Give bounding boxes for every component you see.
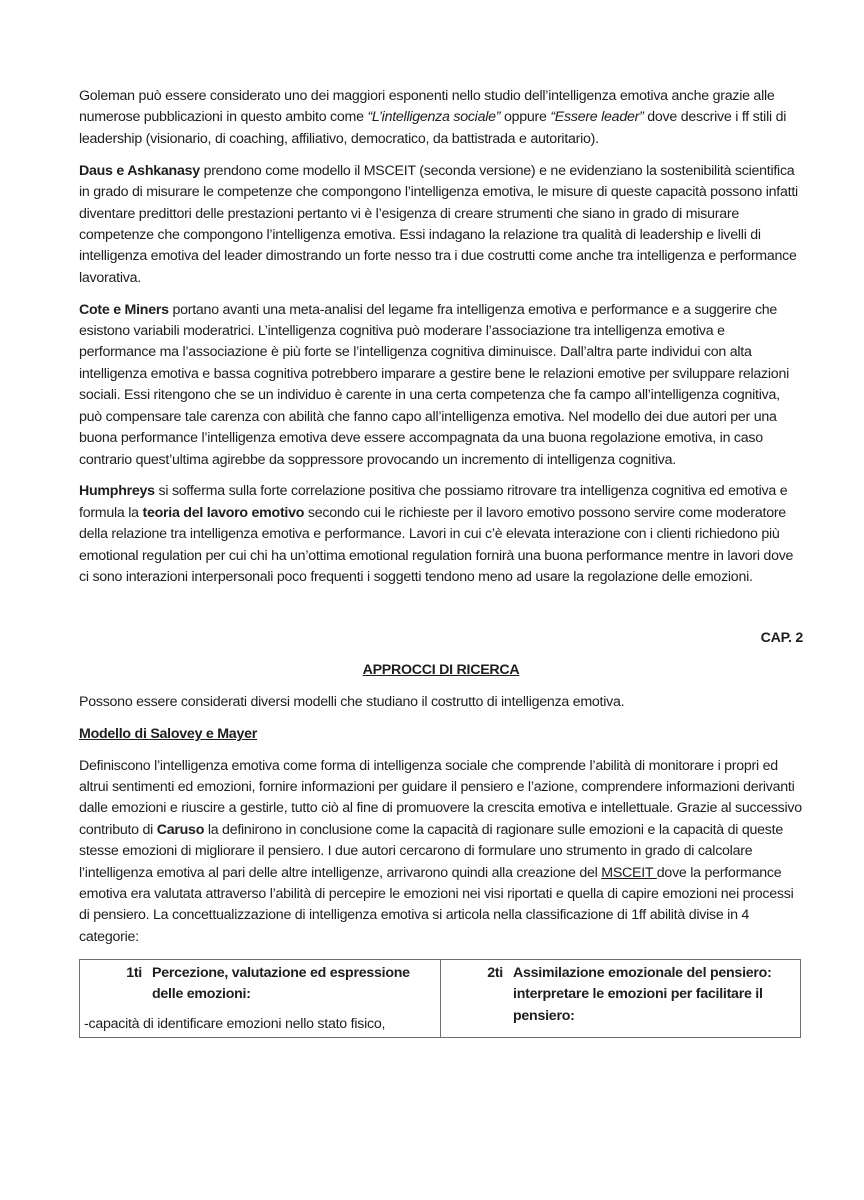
msceit-link: MSCEIT	[601, 864, 657, 881]
author-name: Cote e Miners	[79, 301, 169, 318]
table-cell-category-1	[80, 959, 441, 1037]
table-row	[80, 959, 801, 1037]
author-name: Daus e Ashkanasy	[79, 162, 200, 179]
chapter-label: CAP. 2	[760, 630, 803, 647]
chapter-intro: Possono essere considerati diversi modelli che studiano il costrutto di intelligenza emotiva.	[79, 694, 625, 711]
book-title-intelligenza-sociale: “L’intelligenza sociale”	[367, 109, 501, 126]
paragraph-goleman: Goleman può essere considerato uno dei maggiori esponenti nello studio dell’intelligenza emotiva anche grazie alle numerose pubblicazioni in questo ambito come “L’intelligenza sociale” oppure “Essere leader” dove descrive i ff stili di leadership (visionario, di coaching, affiliativo, democratico, da battistrada e autoritario).	[79, 88, 787, 147]
paragraph-cote-miners: Cote e Miners portano avanti una meta-analisi del legame fra intelligenza emotiva e performance e a suggerire che esistono variabili moderatrici. L’intelligenza cognitiva può moderare l’associazione tra intelligenza emotiva e performance ma l’associazione è più forte se l’intelligenza cognitiva diminuisce. Dall’altra parte individui con alta intelligenza emotiva e bassa cognitiva potrebbero imparare a gestire bene le relazioni emotive per sviluppare relazioni sociali. Essi ritengono che se un individuo è carente in una certa competenza che fa campo all’intelligenza cognitiva, può compensare tale carenza con abilità che fanno capo all’intelligenza emotiva. Nel modello dei due autori per una buona performance l’intelligenza emotiva deve essere accompagnata da una buona regolazione emotiva, in caso contrario quest’ultima agirebbe da soppressore provocando un incremento di intelligenza cognitiva.	[79, 301, 789, 468]
book-title-essere-leader: “Essere leader”	[550, 109, 644, 126]
category-body: -capacità di identificare emozioni nello stato fisico,	[84, 1015, 386, 1032]
categories-table	[79, 959, 801, 1038]
category-heading	[84, 963, 436, 1006]
paragraph-salovey-mayer: Definiscono l’intelligenza emotiva come forma di intelligenza sociale che comprende l’abilità di monitorare i propri ed altrui sentimenti ed emozioni, fornire informazioni per guidare il pensiero e l’azione, comprendere informazioni derivanti dalle emozioni e riuscire a gestirle, tutto ciò al fine di promuovere la crescita emotiva e intellettuale. Grazie al successivo contributo di Caruso la definirono in conclusione come la capacità di ragionare sulle emozioni e la capacità di queste stesse emozioni di migliorare il pensiero. I due autori cercarono di formulare uno strumento in grado di calcolare l’intelligenza emotiva al pari delle altre intelligenze, arrivarono quindi alla creazione del MSCEIT dove la performance emotiva era valutata attraverso l’abilità di percepire le emozioni nei visi riportati e quella di capire emozioni nei processi di pensiero. La concettualizzazione di intelligenza emotiva si articola nella classificazione di 1ff abilità divise in 4 categorie:	[79, 757, 802, 945]
table-cell-category-2	[441, 959, 801, 1037]
chapter-title: APPROCCI DI RICERCA	[362, 661, 520, 678]
author-name: Humphreys	[79, 483, 155, 500]
theory-name: teoria del lavoro emotivo	[142, 504, 305, 521]
section-heading: Modello di Salovey e Mayer	[79, 726, 257, 743]
author-name: Caruso	[156, 821, 205, 838]
paragraph-daus-ashkanasy: Daus e Ashkanasy prendono come modello il MSCEIT (seconda versione) e ne evidenziano la sostenibilità scientifica in grado di misurare le competenze che compongono l’intelligenza emotiva, le misure di queste capacità possono infatti diventare predittori delle prestazioni pertanto vi è l’esigenza di creare strumenti che siano in grado di misurare competenze che compongono l’intelligenza emotiva. Essi indagano la relazione tra qualità di leadership e livelli di intelligenza emotiva del leader dimostrando un forte nesso tra i due costrutti come anche tra intelligenza e performance lavorativa.	[79, 162, 798, 286]
category-number: 1ti	[126, 964, 142, 981]
category-title: Assimilazione emozionale del pensiero: interpretare le emozioni per facilitare il pensiero:	[513, 964, 772, 1024]
category-title: Percezione, valutazione ed espressione delle emozioni:	[152, 964, 410, 1003]
paragraph-humphreys: Humphreys si sofferma sulla forte correlazione positiva che possiamo ritrovare tra intelligenza cognitiva ed emotiva e formula la teoria del lavoro emotivo secondo cui le richieste per il lavoro emotivo possono servire come moderatore della relazione tra intelligenza emotiva e performance. Lavori in cui c’è elevata interazione con i clienti richiedono più emotional regulation per cui chi ha un’ottima emotional regulation fornirà una buona performance mentre in lavori dove ci sono interazioni interpersonali poco frequenti i soggetti tendono meno ad usare la regolazione delle emozioni.	[79, 483, 794, 586]
document-page	[79, 86, 803, 1038]
category-number: 2ti	[487, 964, 503, 981]
category-heading	[445, 963, 796, 1027]
